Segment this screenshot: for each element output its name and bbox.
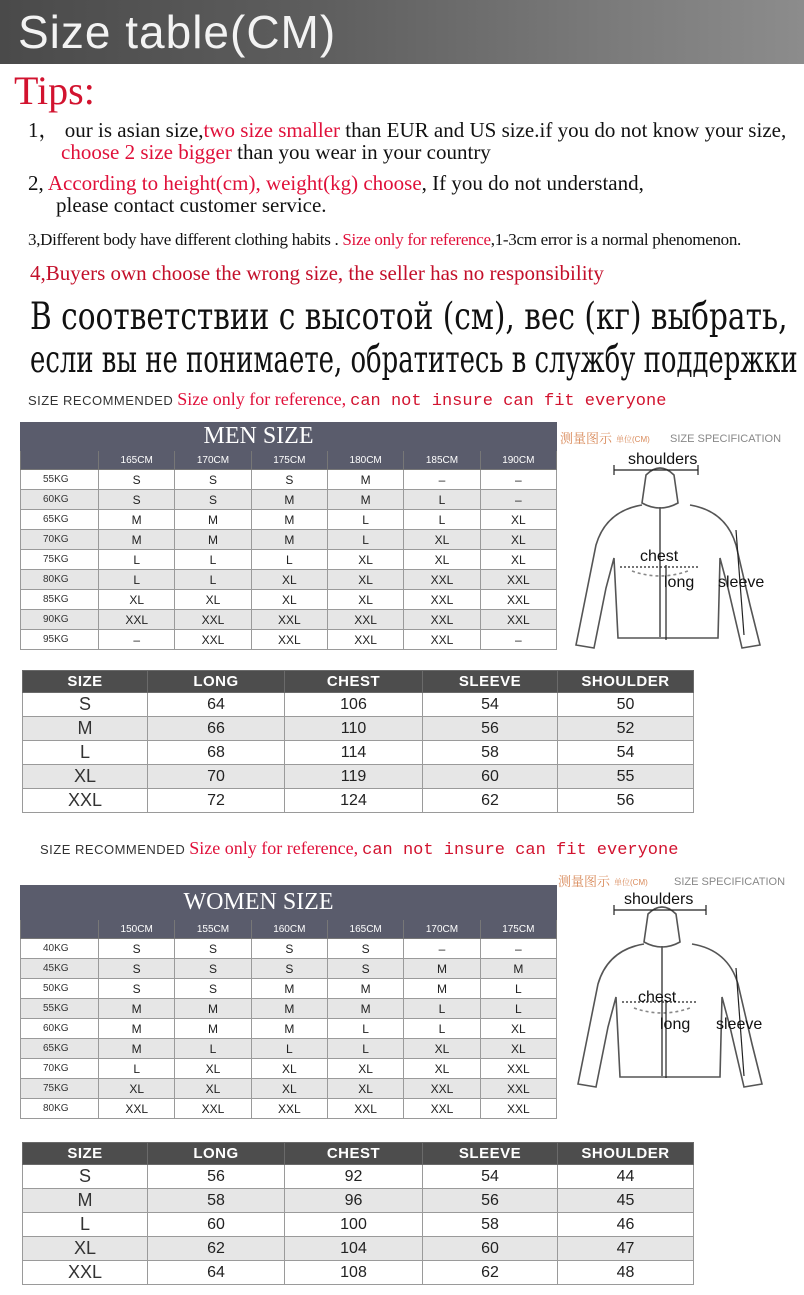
size-cell: XXL	[480, 1059, 556, 1079]
measure-cell: 56	[148, 1165, 285, 1189]
measure-cell: 114	[285, 741, 423, 765]
size-cell: L	[99, 570, 175, 590]
weight-cell: 50KG	[21, 979, 99, 999]
table-row	[23, 693, 694, 717]
column-header: LONG	[148, 1143, 285, 1165]
weight-cell: 45KG	[21, 959, 99, 979]
tip-3-text-c: ,1-3cm error is a normal phenomenon.	[490, 230, 742, 249]
size-cell: XXL	[404, 610, 480, 630]
tip-1-line-2	[61, 140, 491, 164]
size-cell: –	[480, 470, 556, 490]
recommend-reference: Size only for reference,	[177, 389, 347, 409]
measure-cell: 55	[558, 765, 694, 789]
size-cell: M	[404, 979, 480, 999]
tip-3	[28, 228, 741, 252]
size-cell: XL	[251, 590, 327, 610]
table-row	[23, 1165, 694, 1189]
size-cell: S	[175, 959, 251, 979]
table-row	[21, 590, 557, 610]
height-header-cell: 175CM	[480, 920, 556, 939]
size-cell: M	[175, 1019, 251, 1039]
weight-cell: 70KG	[21, 530, 99, 550]
women-size-title: WOMEN SIZE	[21, 886, 557, 920]
diagram-label-chest: chest	[640, 548, 679, 565]
measure-cell: 119	[285, 765, 423, 789]
weight-cell: 85KG	[21, 590, 99, 610]
tip-4: 4,Buyers own choose the wrong size, the seller has no responsibility	[30, 261, 604, 285]
men-header-row	[23, 671, 694, 693]
size-cell: XL	[404, 1059, 480, 1079]
measure-cell: 62	[423, 1261, 558, 1285]
tip-1-line-1	[28, 118, 786, 142]
measure-cell: 56	[558, 789, 694, 813]
men-height-header	[21, 451, 557, 470]
table-row	[21, 530, 557, 550]
table-row	[23, 1237, 694, 1261]
height-header-cell: 160CM	[251, 920, 327, 939]
size-cell: S	[99, 470, 175, 490]
size-cell: XL	[327, 1059, 403, 1079]
size-cell: S	[99, 939, 175, 959]
size-cell: L	[175, 550, 251, 570]
measure-cell: 64	[148, 693, 285, 717]
size-cell: –	[480, 490, 556, 510]
measure-cell: 52	[558, 717, 694, 741]
size-label-cell: XXL	[23, 1261, 148, 1285]
diagram-spec: SIZE SPECIFICATION	[670, 433, 782, 445]
size-cell: XXL	[251, 610, 327, 630]
measure-arrows	[614, 465, 744, 640]
recommend-label: SIZE RECOMMENDED	[40, 842, 186, 857]
recommend-label: SIZE RECOMMENDED	[28, 393, 174, 408]
weight-cell: 80KG	[21, 1099, 99, 1119]
tip-1-highlight-b: choose 2 size bigger	[61, 140, 232, 164]
size-cell: L	[404, 999, 480, 1019]
size-cell: XL	[175, 590, 251, 610]
tip-2-highlight: According to height(cm), weight(kg) choose	[47, 171, 422, 195]
size-cell: M	[404, 959, 480, 979]
size-cell: S	[327, 959, 403, 979]
women-corner-cell	[21, 920, 99, 939]
tip-1-highlight-a: two size smaller	[203, 118, 341, 142]
measure-cell: 68	[148, 741, 285, 765]
size-label-cell: M	[23, 717, 148, 741]
tip-1-text-c: than EUR and US size.if you do not know your size,	[340, 118, 787, 142]
size-cell: M	[175, 530, 251, 550]
measure-cell: 60	[148, 1213, 285, 1237]
size-label-cell: S	[23, 1165, 148, 1189]
weight-cell: 70KG	[21, 1059, 99, 1079]
weight-cell: 90KG	[21, 610, 99, 630]
measure-cell: 47	[558, 1237, 694, 1261]
diagram-spec: SIZE SPECIFICATION	[674, 876, 786, 888]
size-cell: M	[251, 999, 327, 1019]
size-cell: S	[175, 470, 251, 490]
size-cell: XXL	[327, 610, 403, 630]
size-cell: –	[404, 939, 480, 959]
diagram-label-shoulders: shoulders	[624, 891, 694, 908]
tip-2-line-2: please contact customer service.	[56, 193, 327, 217]
women-header-row	[23, 1143, 694, 1165]
tip-3-text-a: 3,Different body have different clothing habits .	[28, 230, 343, 249]
weight-cell: 60KG	[21, 1019, 99, 1039]
table-row	[23, 1213, 694, 1237]
measure-cell: 104	[285, 1237, 423, 1261]
size-label-cell: XXL	[23, 789, 148, 813]
size-cell: M	[99, 530, 175, 550]
size-cell: M	[251, 510, 327, 530]
measure-cell: 62	[148, 1237, 285, 1261]
women-measurement-diagram	[556, 868, 788, 1103]
size-cell: XXL	[404, 570, 480, 590]
size-cell: XL	[327, 550, 403, 570]
size-cell: L	[251, 550, 327, 570]
measure-cell: 124	[285, 789, 423, 813]
measure-cell: 96	[285, 1189, 423, 1213]
measure-cell: 110	[285, 717, 423, 741]
table-row	[21, 510, 557, 530]
men-size-title: MEN SIZE	[21, 423, 557, 451]
size-cell: XL	[251, 1079, 327, 1099]
table-row	[21, 550, 557, 570]
height-header-cell: 170CM	[404, 920, 480, 939]
size-cell: XXL	[251, 1099, 327, 1119]
size-cell: XXL	[99, 610, 175, 630]
size-cell: L	[175, 570, 251, 590]
height-header-cell: 180CM	[327, 451, 403, 470]
size-cell: XL	[480, 530, 556, 550]
measure-cell: 44	[558, 1165, 694, 1189]
tip-1-text-e: than you wear in your country	[231, 140, 491, 164]
tip-3-highlight: Size only for reference	[342, 230, 491, 249]
size-cell: XXL	[480, 570, 556, 590]
size-cell: S	[99, 490, 175, 510]
measure-cell: 48	[558, 1261, 694, 1285]
size-cell: XXL	[327, 630, 403, 650]
recommend-reference: Size only for reference,	[189, 838, 359, 858]
tip-1-number: 1，	[28, 118, 60, 142]
size-cell: XL	[480, 550, 556, 570]
size-cell: M	[99, 1039, 175, 1059]
size-cell: XXL	[404, 590, 480, 610]
size-cell: M	[99, 1019, 175, 1039]
size-cell: XXL	[480, 610, 556, 630]
women-height-header	[21, 920, 557, 939]
table-row	[21, 1099, 557, 1119]
table-row	[21, 959, 557, 979]
height-header-cell: 155CM	[175, 920, 251, 939]
size-cell: XXL	[404, 630, 480, 650]
size-cell: XXL	[327, 1099, 403, 1119]
measure-cell: 50	[558, 693, 694, 717]
size-cell: XL	[175, 1059, 251, 1079]
size-cell: S	[327, 939, 403, 959]
column-header: CHEST	[285, 671, 423, 693]
size-cell: S	[251, 470, 327, 490]
size-cell: –	[99, 630, 175, 650]
column-header: SHOULDER	[558, 671, 694, 693]
table-row	[23, 1189, 694, 1213]
men-size-recommendation	[28, 389, 666, 411]
size-cell: L	[480, 999, 556, 1019]
size-cell: L	[404, 490, 480, 510]
measure-cell: 54	[558, 741, 694, 765]
table-row	[21, 1079, 557, 1099]
diagram-label-shoulders: shoulders	[628, 451, 698, 468]
tip-2-number: 2,	[28, 171, 48, 195]
tips-heading: Tips:	[14, 68, 95, 113]
size-cell: XL	[251, 570, 327, 590]
table-row	[21, 1019, 557, 1039]
size-cell: S	[175, 939, 251, 959]
size-cell: XL	[480, 1039, 556, 1059]
table-row	[23, 717, 694, 741]
weight-cell: 75KG	[21, 550, 99, 570]
weight-cell: 95KG	[21, 630, 99, 650]
size-cell: S	[99, 979, 175, 999]
weight-cell: 60KG	[21, 490, 99, 510]
size-cell: L	[99, 1059, 175, 1079]
size-cell: M	[251, 979, 327, 999]
measure-cell: 100	[285, 1213, 423, 1237]
column-header: LONG	[148, 671, 285, 693]
diagram-cn-unit: 单位(CM)	[616, 435, 650, 444]
women-size-matrix	[20, 885, 557, 1119]
measure-cell: 62	[423, 789, 558, 813]
size-cell: L	[251, 1039, 327, 1059]
size-cell: M	[175, 510, 251, 530]
size-cell: XXL	[175, 1099, 251, 1119]
size-cell: –	[404, 470, 480, 490]
measure-cell: 56	[423, 1189, 558, 1213]
weight-cell: 75KG	[21, 1079, 99, 1099]
size-cell: XL	[480, 510, 556, 530]
size-cell: S	[251, 959, 327, 979]
size-cell: L	[327, 510, 403, 530]
weight-cell: 55KG	[21, 999, 99, 1019]
table-row	[21, 570, 557, 590]
table-row	[21, 610, 557, 630]
measure-cell: 46	[558, 1213, 694, 1237]
size-cell: M	[251, 530, 327, 550]
size-cell: S	[251, 939, 327, 959]
column-header: SLEEVE	[423, 1143, 558, 1165]
measure-cell: 92	[285, 1165, 423, 1189]
size-cell: XL	[327, 590, 403, 610]
size-cell: XXL	[175, 610, 251, 630]
weight-cell: 80KG	[21, 570, 99, 590]
page-title: Size table(CM)	[18, 6, 337, 58]
size-cell: M	[327, 979, 403, 999]
men-corner-cell	[21, 451, 99, 470]
size-cell: XL	[404, 530, 480, 550]
size-cell: XL	[175, 1079, 251, 1099]
measure-cell: 58	[148, 1189, 285, 1213]
diagram-cn-unit: 单位(CM)	[614, 878, 648, 887]
measure-cell: 60	[423, 765, 558, 789]
table-row	[21, 630, 557, 650]
size-cell: L	[175, 1039, 251, 1059]
size-cell: L	[99, 550, 175, 570]
size-cell: XXL	[404, 1099, 480, 1119]
size-cell: XL	[327, 1079, 403, 1099]
height-header-cell: 185CM	[404, 451, 480, 470]
weight-cell: 65KG	[21, 510, 99, 530]
women-size-recommendation	[40, 838, 678, 860]
size-label-cell: L	[23, 741, 148, 765]
diagram-cn-title: 测量图示	[560, 432, 613, 447]
size-cell: XL	[99, 590, 175, 610]
weight-cell: 65KG	[21, 1039, 99, 1059]
table-row	[23, 789, 694, 813]
size-cell: M	[327, 490, 403, 510]
size-cell: M	[99, 510, 175, 530]
size-label-cell: S	[23, 693, 148, 717]
size-cell: XXL	[175, 630, 251, 650]
measure-cell: 45	[558, 1189, 694, 1213]
height-header-cell: 170CM	[175, 451, 251, 470]
weight-cell: 40KG	[21, 939, 99, 959]
russian-line-2: если вы не понимаете, обратитесь в службу поддержки	[30, 338, 798, 381]
table-row	[21, 1039, 557, 1059]
size-cell: XXL	[251, 630, 327, 650]
women-measurement-table	[22, 1142, 694, 1285]
size-cell: L	[327, 1039, 403, 1059]
size-cell: M	[175, 999, 251, 1019]
size-cell: XXL	[480, 1079, 556, 1099]
diagram-label-chest: chest	[638, 989, 677, 1006]
size-cell: L	[327, 1019, 403, 1039]
men-size-matrix	[20, 422, 557, 650]
size-cell: XL	[251, 1059, 327, 1079]
table-row	[21, 999, 557, 1019]
column-header: CHEST	[285, 1143, 423, 1165]
height-header-cell: 150CM	[99, 920, 175, 939]
measure-cell: 56	[423, 717, 558, 741]
measure-cell: 66	[148, 717, 285, 741]
men-measurement-diagram	[558, 425, 790, 660]
measure-cell: 108	[285, 1261, 423, 1285]
size-cell: L	[480, 979, 556, 999]
size-cell: M	[327, 470, 403, 490]
table-row	[23, 1261, 694, 1285]
table-row	[21, 1059, 557, 1079]
size-label-cell: M	[23, 1189, 148, 1213]
height-header-cell: 165CM	[327, 920, 403, 939]
size-cell: –	[480, 939, 556, 959]
size-cell: XL	[480, 1019, 556, 1039]
size-cell: M	[480, 959, 556, 979]
column-header: SLEEVE	[423, 671, 558, 693]
size-label-cell: XL	[23, 1237, 148, 1261]
recommend-note: can not insure can fit everyone	[350, 392, 667, 411]
column-header: SIZE	[23, 671, 148, 693]
size-cell: S	[175, 490, 251, 510]
tip-2-text-b: , If you do not understand,	[421, 171, 644, 195]
size-cell: M	[99, 999, 175, 1019]
diagram-cn-title: 测量图示	[558, 875, 611, 890]
measure-cell: 106	[285, 693, 423, 717]
height-header-cell: 175CM	[251, 451, 327, 470]
russian-line-1: В соответствии с высотой (см), вес (кг) выбрать,	[30, 295, 788, 338]
height-header-cell: 165CM	[99, 451, 175, 470]
column-header: SHOULDER	[558, 1143, 694, 1165]
diagram-label-sleeve: sleeve	[716, 1016, 763, 1033]
recommend-note: can not insure can fit everyone	[362, 841, 679, 860]
tip-1-text-a: our is asian size,	[59, 118, 204, 142]
measure-cell: 64	[148, 1261, 285, 1285]
diagram-label-long: long	[660, 1016, 691, 1033]
weight-cell: 55KG	[21, 470, 99, 490]
measure-cell: 54	[423, 1165, 558, 1189]
column-header: SIZE	[23, 1143, 148, 1165]
table-row	[23, 741, 694, 765]
table-row	[21, 490, 557, 510]
table-row	[23, 765, 694, 789]
size-cell: XL	[99, 1079, 175, 1099]
measure-cell: 58	[423, 741, 558, 765]
size-label-cell: XL	[23, 765, 148, 789]
size-cell: –	[480, 630, 556, 650]
size-cell: L	[404, 1019, 480, 1039]
height-header-cell: 190CM	[480, 451, 556, 470]
size-cell: XL	[327, 570, 403, 590]
measure-cell: 58	[423, 1213, 558, 1237]
size-cell: S	[99, 959, 175, 979]
measure-cell: 60	[423, 1237, 558, 1261]
diagram-label-sleeve: sleeve	[718, 574, 765, 591]
size-cell: L	[404, 510, 480, 530]
size-cell: XXL	[480, 1099, 556, 1119]
table-row	[21, 470, 557, 490]
tip-2-line-1	[28, 171, 644, 195]
size-cell: XL	[404, 1039, 480, 1059]
measure-cell: 72	[148, 789, 285, 813]
size-label-cell: L	[23, 1213, 148, 1237]
size-cell: M	[251, 1019, 327, 1039]
size-cell: XXL	[99, 1099, 175, 1119]
men-measurement-table	[22, 670, 694, 813]
size-cell: M	[327, 999, 403, 1019]
size-cell: XL	[404, 550, 480, 570]
measure-cell: 70	[148, 765, 285, 789]
diagram-label-long: long	[664, 574, 695, 591]
table-row	[21, 979, 557, 999]
size-cell: XXL	[480, 590, 556, 610]
size-cell: S	[175, 979, 251, 999]
size-cell: L	[327, 530, 403, 550]
measure-cell: 54	[423, 693, 558, 717]
size-cell: XXL	[404, 1079, 480, 1099]
size-cell: M	[251, 490, 327, 510]
table-row	[21, 939, 557, 959]
